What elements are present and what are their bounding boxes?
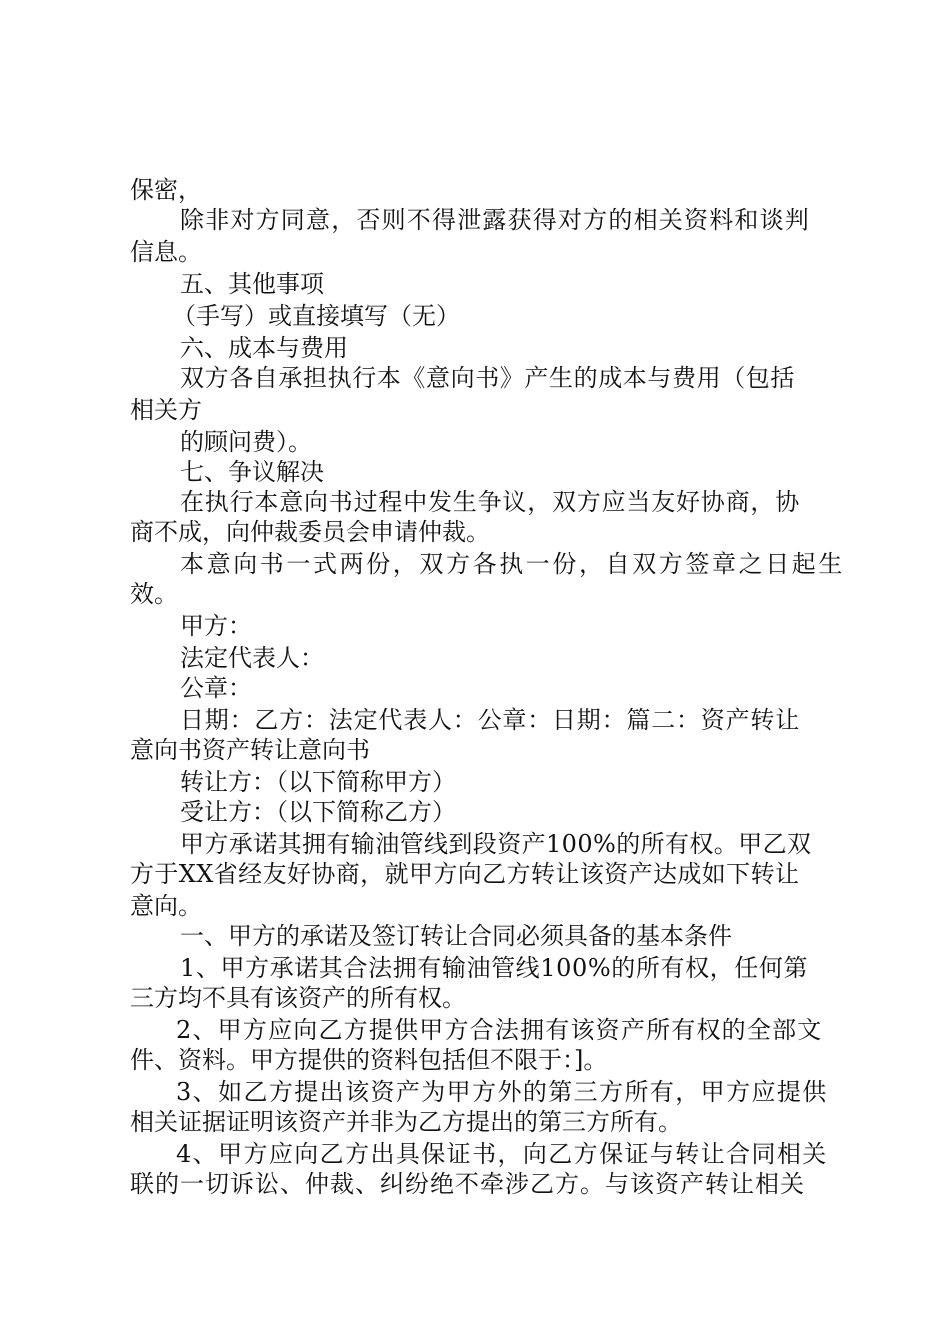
text-line: 保密，: [130, 176, 202, 204]
text-line: 除非对方同意，否则不得泄露获得对方的相关资料和谈判: [180, 206, 810, 234]
text-line: 三方均不具有该资产的所有权。: [130, 984, 466, 1012]
signature-field: 公章：: [180, 674, 252, 702]
party-line: 转让方：（以下简称甲方）: [180, 768, 456, 796]
text-line: 效。: [130, 580, 178, 608]
signature-field: 甲方：: [180, 612, 252, 640]
text-line: 意向书资产转让意向书: [130, 736, 370, 764]
section-heading: 七、争议解决: [180, 458, 324, 486]
text-line: 商不成，向仲裁委员会申请仲裁。: [130, 518, 490, 546]
section-heading: 六、成本与费用: [180, 334, 348, 362]
text-line: 件、资料。甲方提供的资料包括但不限于：]。: [130, 1046, 608, 1074]
party-line: 受让方：（以下简称乙方）: [180, 798, 456, 826]
text-line: 意向。: [130, 892, 202, 920]
text-line: 1、甲方承诺其合法拥有输油管线100%的所有权，任何第: [180, 954, 809, 982]
text-line: 相关证据证明该资产并非为乙方提出的第三方所有。: [130, 1108, 682, 1136]
text-line: 双方各自承担执行本《意向书》产生的成本与费用（包括: [180, 364, 795, 392]
text-line: 4、甲方应向乙方出具保证书，向乙方保证与转让合同相关: [176, 1140, 828, 1168]
section-heading: 一、甲方的承诺及签订转让合同必须具备的基本条件: [180, 922, 732, 950]
text-line: 相关方: [130, 396, 202, 424]
text-line: 2、甲方应向乙方提供甲方合法拥有该资产所有权的全部文: [176, 1016, 823, 1044]
text-line: 联的一切诉讼、仲裁、纠纷绝不牵涉乙方。与该资产转让相关: [130, 1170, 805, 1198]
text-line: 本意向书一式两份，双方各执一份，自双方签章之日起生: [180, 550, 845, 578]
text-line: 在执行本意向书过程中发生争议，双方应当友好协商，协: [180, 488, 800, 516]
text-line: 甲方承诺其拥有输油管线到段资产100%的所有权。甲乙双: [180, 830, 812, 858]
text-line: 方于XX省经友好协商，就甲方向乙方转让该资产达成如下转让: [130, 860, 800, 888]
text-line: 信息。: [130, 238, 202, 266]
text-line: （手写）或直接填写（无）: [172, 302, 460, 330]
text-line: 的顾问费）。: [180, 428, 312, 456]
text-line: 日期：乙方：法定代表人：公章：日期：篇二：资产转让: [180, 706, 800, 734]
signature-field: 法定代表人：: [180, 644, 324, 672]
section-heading: 五、其他事项: [180, 270, 324, 298]
text-line: 3、如乙方提出该资产为甲方外的第三方所有，甲方应提供: [176, 1078, 828, 1106]
